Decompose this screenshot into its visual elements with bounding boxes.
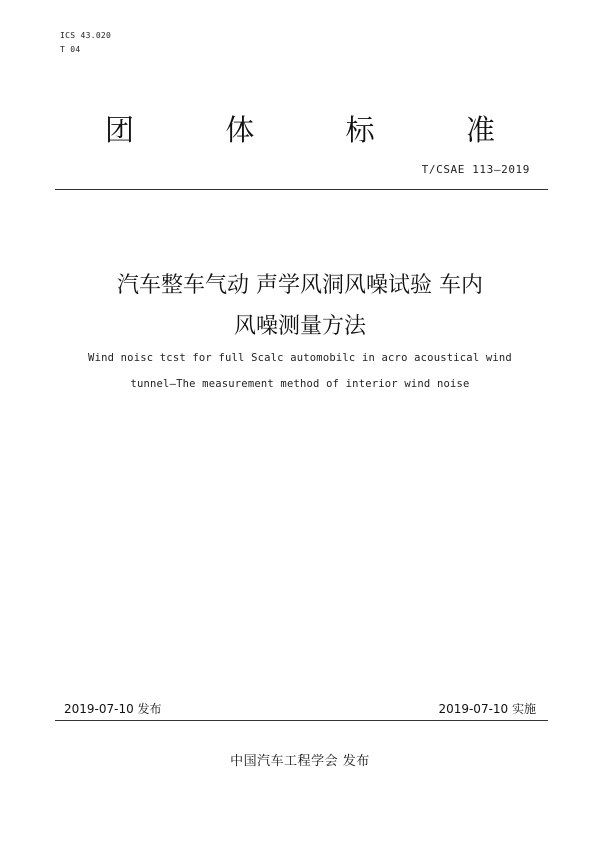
ics-code: ICS 43.020 (60, 31, 112, 40)
standard-type-char: 标 (345, 113, 375, 147)
top-divider (55, 189, 548, 190)
bottom-divider (55, 720, 548, 721)
title-zh-line-1: 汽车整车气动 声学风洞风噪试验 车内 (117, 273, 483, 298)
standard-type-char: 体 (225, 113, 255, 147)
title-zh-line-2: 风噪测量方法 (233, 314, 366, 339)
standard-type-char: 团 (105, 113, 135, 147)
title-en-line-1: Wind noisc tcst for full Scalc automobilc in acro acoustical wind (88, 352, 512, 364)
title-en-line-2: tunnel—The measurement method of interior wind noise (130, 378, 470, 390)
standard-type-char: 准 (465, 113, 495, 147)
publish-date: 2019-07-10 发布 (64, 702, 162, 716)
implement-date: 2019-07-10 实施 (438, 702, 536, 716)
standard-type-heading (105, 108, 495, 149)
publisher: 中国汽车工程学会 发布 (230, 754, 370, 769)
standard-number: T/CSAE 113—2019 (421, 163, 530, 176)
ccs-code: T 04 (60, 45, 81, 54)
